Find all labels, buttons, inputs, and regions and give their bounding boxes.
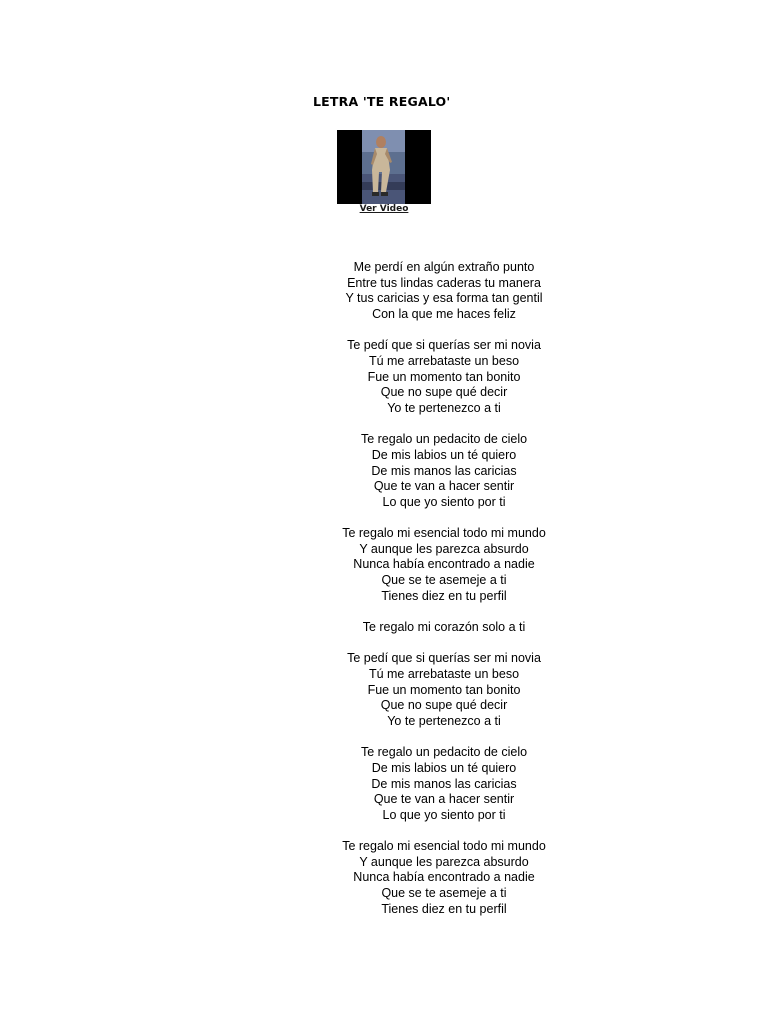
lyrics-stanza <box>244 839 644 917</box>
lyrics-stanza <box>244 432 644 510</box>
lyric-line: Que se te asemeje a ti <box>381 573 507 588</box>
lyrics-stanza <box>244 651 644 729</box>
lyric-line: Que te van a hacer sentir <box>373 792 515 807</box>
lyrics-stanza <box>244 745 644 823</box>
lyrics-stanza <box>244 260 644 323</box>
lyric-line: Tú me arrebataste un beso <box>368 666 520 681</box>
lyric-line: Te regalo un pedacito de cielo <box>360 432 528 447</box>
lyric-line: De mis labios un té quiero <box>371 760 517 775</box>
lyric-line: Nunca había encontrado a nadie <box>353 557 535 572</box>
lyric-line: De mis manos las caricias <box>371 776 517 791</box>
lyric-line: Y aunque les parezca absurdo <box>359 854 529 869</box>
lyric-line: Te regalo mi esencial todo mi mundo <box>342 839 546 854</box>
ver-video-link[interactable]: Ver Video <box>359 204 409 214</box>
lyrics-stanza <box>244 526 644 604</box>
lyric-line: Que no supe qué decir <box>380 385 508 400</box>
lyric-line: Nunca había encontrado a nadie <box>353 870 535 885</box>
lyrics-body <box>244 260 644 933</box>
video-thumbnail-image <box>337 130 431 204</box>
page-title: LETRA 'TE REGALO' <box>313 94 451 109</box>
lyric-line: Que se te asemeje a ti <box>381 886 507 901</box>
video-thumbnail[interactable] <box>337 130 431 204</box>
lyric-line: Tienes diez en tu perfil <box>381 588 507 603</box>
lyric-line: Tienes diez en tu perfil <box>381 901 507 916</box>
lyric-line: Entre tus lindas caderas tu manera <box>347 275 541 290</box>
lyric-line: Fue un momento tan bonito <box>367 682 521 697</box>
lyric-line: Que no supe qué decir <box>380 698 508 713</box>
lyric-line: Lo que yo siento por ti <box>382 494 506 509</box>
lyric-line: Me perdí en algún extraño punto <box>353 260 535 274</box>
lyric-line: Te regalo mi corazón solo a ti <box>362 620 526 635</box>
lyrics-stanza <box>244 620 644 636</box>
lyric-line: Y aunque les parezca absurdo <box>359 541 529 556</box>
lyric-line: Y tus caricias y esa forma tan gentil <box>345 291 543 306</box>
lyric-line: De mis manos las caricias <box>371 463 517 478</box>
lyric-line: De mis labios un té quiero <box>371 447 517 462</box>
lyric-line: Que te van a hacer sentir <box>373 479 515 494</box>
lyric-line: Te regalo mi esencial todo mi mundo <box>342 526 546 541</box>
lyrics-stanza <box>244 338 644 416</box>
lyric-line: Fue un momento tan bonito <box>367 369 521 384</box>
lyric-line: Tú me arrebataste un beso <box>368 353 520 368</box>
lyric-line: Te regalo un pedacito de cielo <box>360 745 528 760</box>
lyric-line: Te pedí que si querías ser mi novia <box>347 651 541 666</box>
lyric-line: Yo te pertenezco a ti <box>387 400 501 415</box>
lyric-line: Lo que yo siento por ti <box>382 807 506 822</box>
lyric-line: Con la que me haces feliz <box>372 306 516 321</box>
lyric-line: Yo te pertenezco a ti <box>387 713 501 728</box>
lyric-line: Te pedí que si querías ser mi novia <box>347 338 541 353</box>
